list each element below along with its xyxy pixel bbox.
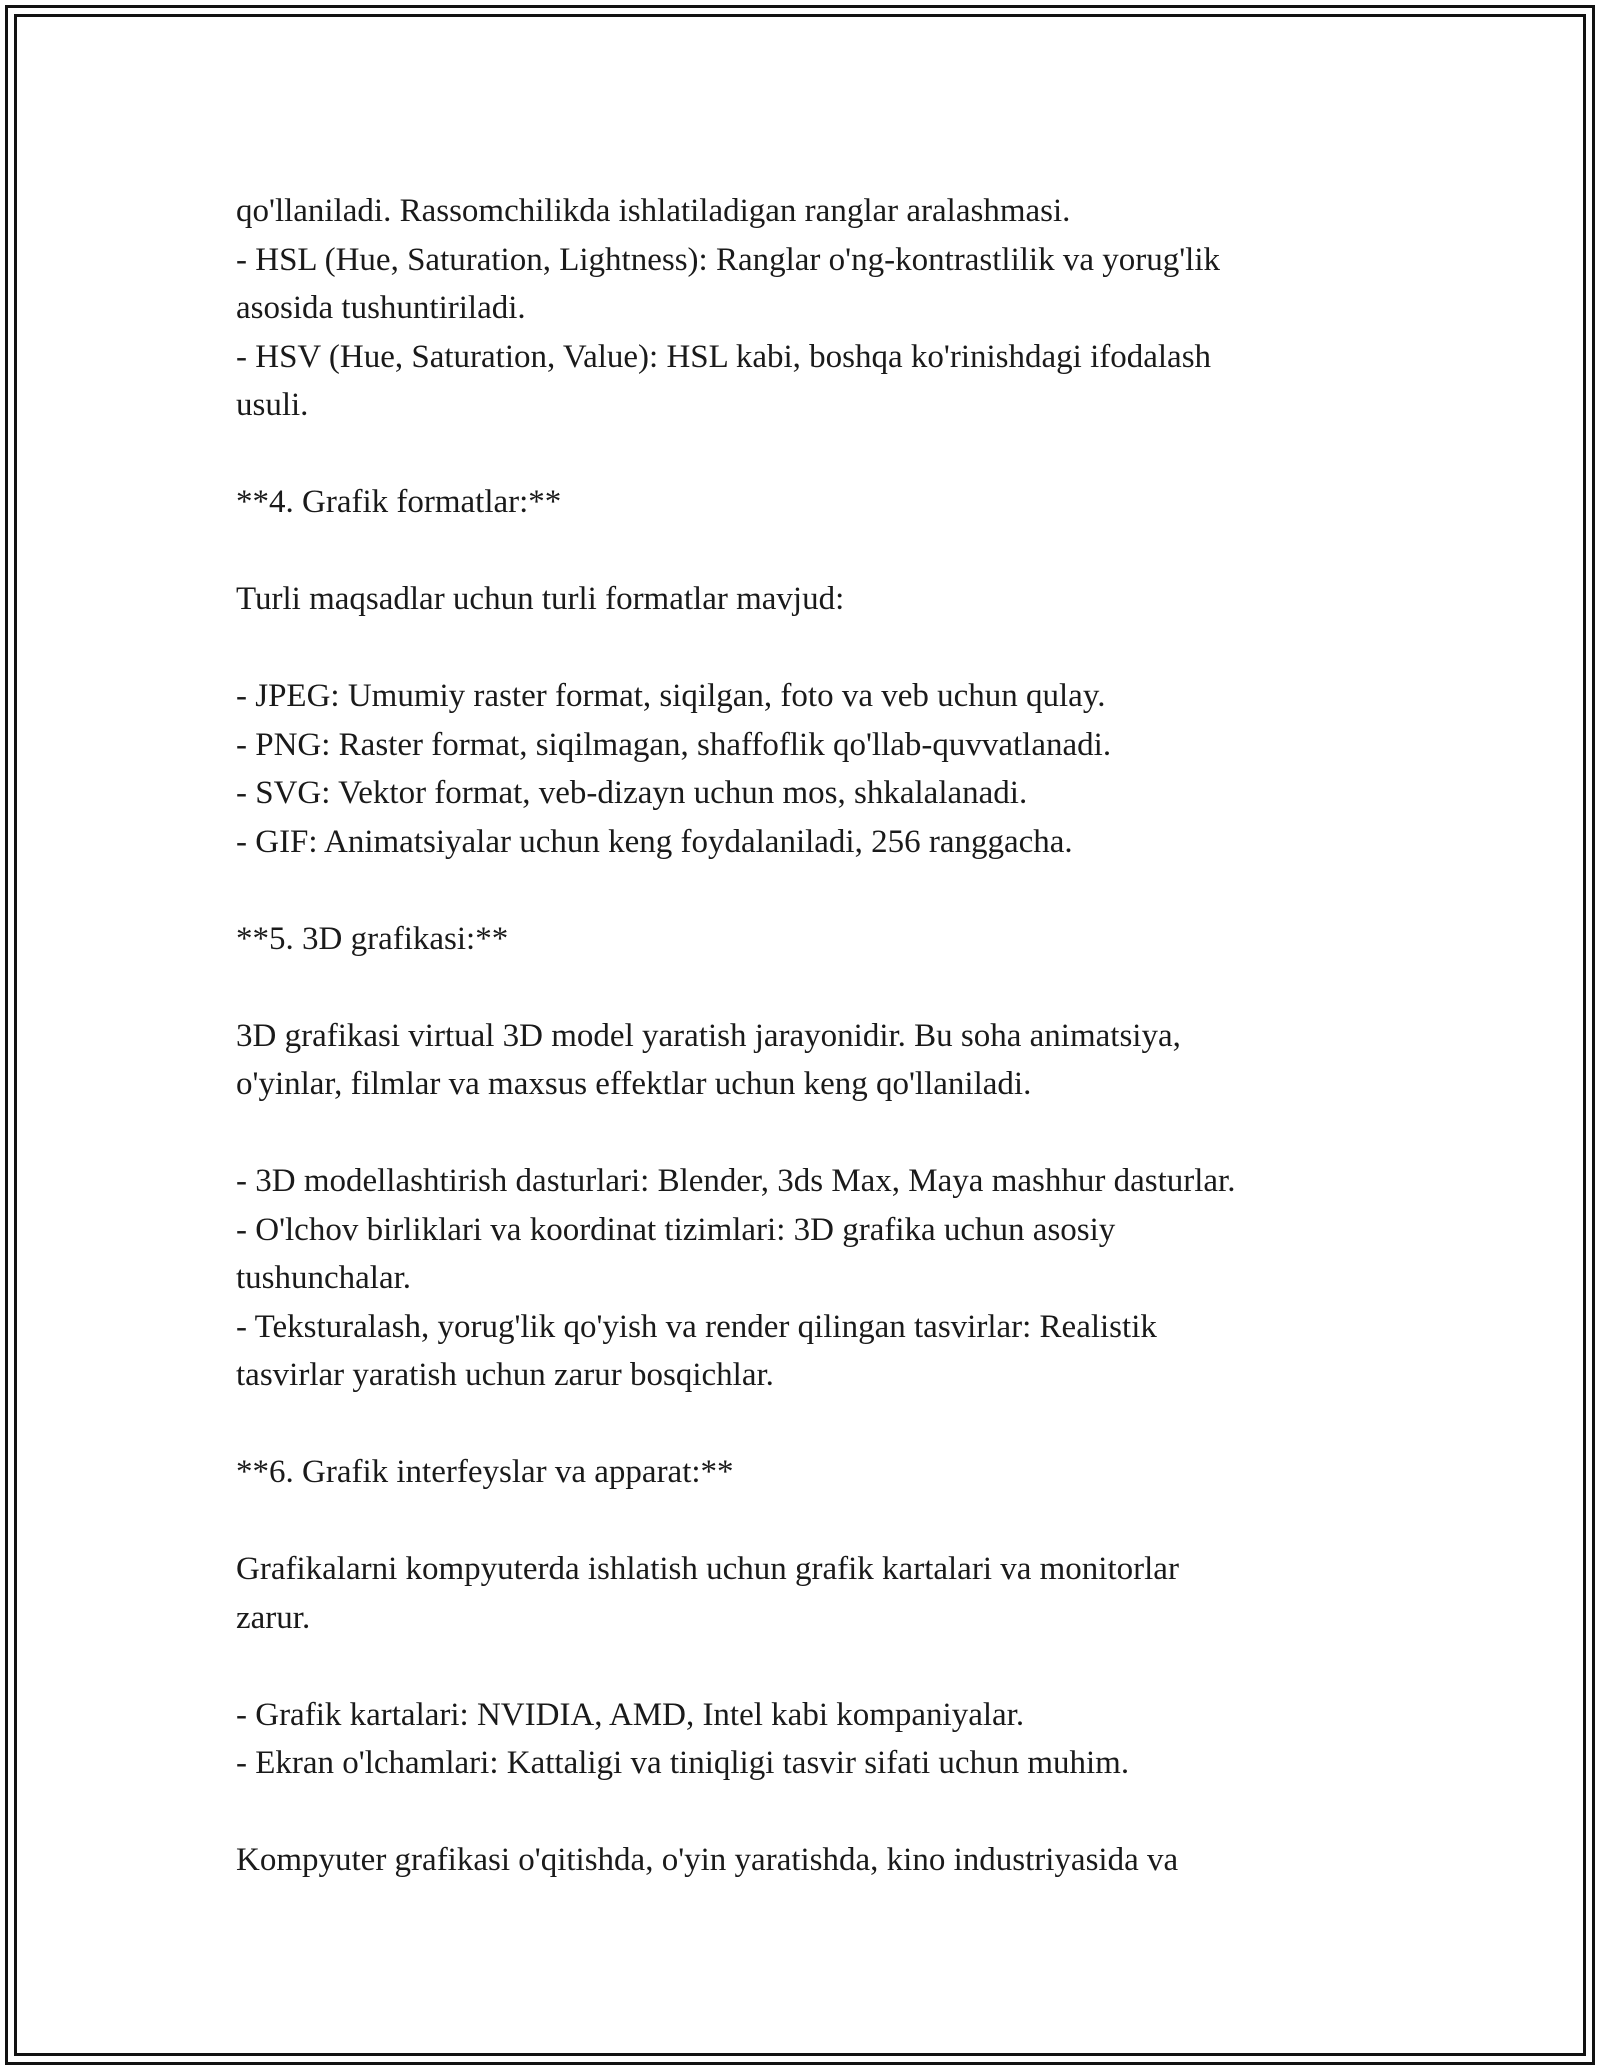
paragraph-gap [236, 1642, 1396, 1691]
text-line: tasvirlar yaratish uchun zarur bosqichlar. [236, 1357, 774, 1393]
paragraph [236, 478, 1396, 527]
text-line: tushunchalar. [236, 1260, 412, 1296]
text-line: - HSL (Hue, Saturation, Lightness): Ranglar o'ng-kontrastlilik va yorug'lik [236, 241, 1221, 278]
text-line: qo'llaniladi. Rassomchilikda ishlatiladigan ranglar aralashmasi. [236, 193, 1071, 229]
paragraph-gap [236, 1400, 1396, 1449]
text-line: - SVG: Vektor format, veb-dizayn uchun mos, shkalalanadi. [236, 775, 1028, 811]
paragraph-gap [236, 624, 1396, 673]
text-line: - HSV (Hue, Saturation, Value): HSL kabi, boshqa ko'rinishdagi ifodalash [236, 338, 1212, 375]
text-line: Kompyuter grafikasi o'qitishda, o'yin yaratishda, kino industriyasida va [236, 1842, 1179, 1878]
text-line: - 3D modellashtirish dasturlari: Blender, 3ds Max, Maya mashhur dasturlar. [236, 1163, 1236, 1199]
text-line: Turli maqsadlar uchun turli formatlar mavjud: [236, 581, 845, 617]
paragraph-gap [236, 963, 1396, 1012]
text-line: **5. 3D grafikasi:** [236, 920, 509, 957]
text-line: asosida tushuntiriladi. [236, 290, 526, 326]
text-line: - Ekran o'lchamlari: Kattaligi va tiniqligi tasvir sifati uchun muhim. [236, 1745, 1130, 1781]
text-line: - GIF: Animatsiyalar uchun keng foydalaniladi, 256 ranggacha. [236, 823, 1073, 860]
paragraph [236, 1448, 1396, 1497]
text-line: - Teksturalash, yorug'lik qo'yish va render qilingan tasvirlar: Realistik [236, 1308, 1157, 1345]
paragraph-gap [236, 1788, 1396, 1837]
paragraph [236, 1836, 1396, 1885]
text-line: Grafikalarni kompyuterda ishlatish uchun grafik kartalari va monitorlar [236, 1551, 1179, 1587]
paragraph-gap [236, 1497, 1396, 1546]
document-body [236, 187, 1396, 1885]
text-line: o'yinlar, filmlar va maxsus effektlar uchun keng qo'llaniladi. [236, 1066, 1032, 1102]
paragraph-gap [236, 527, 1396, 576]
text-line: - Grafik kartalari: NVIDIA, AMD, Intel kabi kompaniyalar. [236, 1696, 1025, 1733]
text-line: - O'lchov birliklari va koordinat tizimlari: 3D grafika uchun asosiy [236, 1211, 1116, 1248]
paragraph [236, 1691, 1396, 1788]
paragraph [236, 915, 1396, 964]
text-line: usuli. [236, 387, 309, 423]
paragraph [236, 187, 1396, 430]
text-line: 3D grafikasi virtual 3D model yaratish jarayonidir. Bu soha animatsiya, [236, 1017, 1181, 1054]
paragraph [236, 1157, 1396, 1400]
text-line: **4. Grafik formatlar:** [236, 484, 562, 520]
paragraph [236, 1545, 1396, 1642]
paragraph-gap [236, 1109, 1396, 1158]
paragraph [236, 1012, 1396, 1109]
paragraph [236, 575, 1396, 624]
text-line: - JPEG: Umumiy raster format, siqilgan, foto va veb uchun qulay. [236, 678, 1106, 714]
text-line: zarur. [236, 1599, 311, 1636]
paragraph-gap [236, 866, 1396, 915]
paragraph-gap [236, 430, 1396, 479]
paragraph [236, 672, 1396, 866]
text-line: **6. Grafik interfeyslar va apparat:** [236, 1454, 734, 1490]
text-line: - PNG: Raster format, siqilmagan, shaffoflik qo'llab-quvvatlanadi. [236, 726, 1112, 763]
